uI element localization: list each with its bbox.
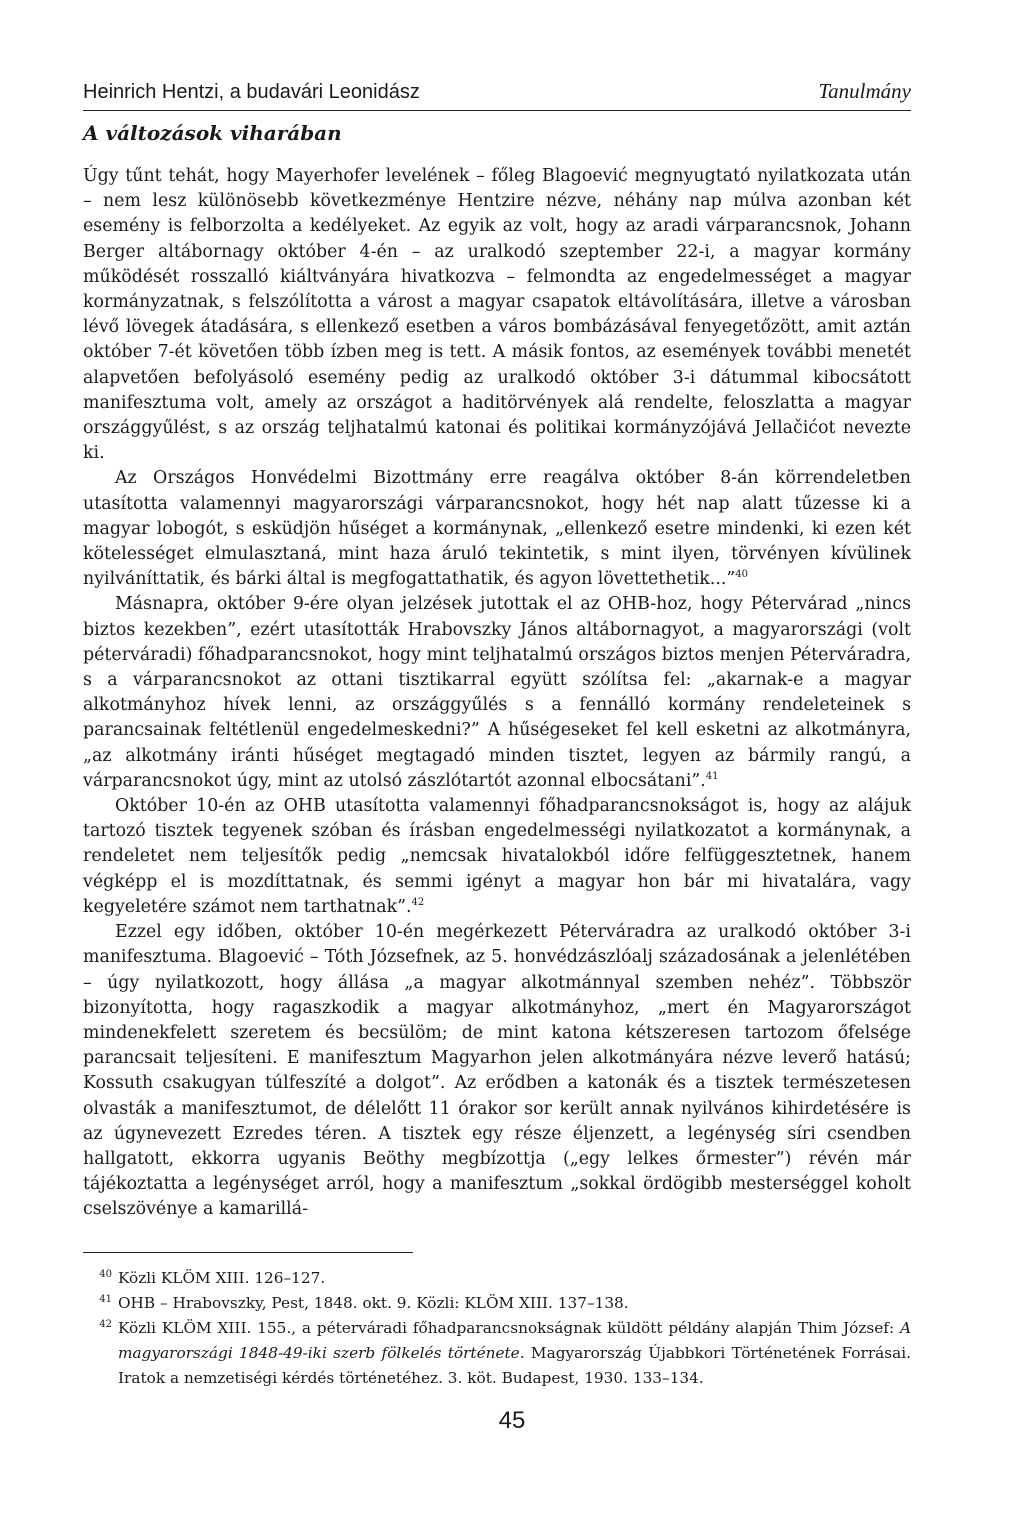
footnote bbox=[83, 1266, 911, 1291]
footnote-text: OHB – Hrabovszky, Pest, 1848. okt. 9. Közli: KLÖM XIII. 137–138. bbox=[118, 1294, 629, 1312]
paragraph: Úgy tűnt tehát, hogy Mayerhofer levelének – főleg Blagoević megnyugtató nyilatkozata után – nem lesz különösebb következménye Hentzire nézve, néhány nap múlva azonban két esemény is felborzolta a kedélyeket. Az egyik az volt, hogy az aradi várparancsnok, Johann Berger altábornagy október 4-én – az uralkodó szeptember 22-i, a magyar kormány működését rosszalló kiáltványára hivatkozva – felmondta az engedelmességet a magyar kormányzatnak, s felszólította a várost a magyar csapatok eltávolítására, illetve a városban lévő lövegek átadására, s ellenkező esetben a város bombázásával fenyegetőzött, amit aztán október 7-ét követően több ízben meg is tett. A másik fontos, az események további menetét alapvetően befolyásoló esemény pedig az uralkodó október 3-i dátummal kibocsátott manifesztuma volt, amely az országot a haditörvények alá rendelte, feloszlatta a magyar országgyűlést, s az ország teljhatalmú katonai és politikai kormányzójává Jellačićot nevezte ki. bbox=[83, 166, 911, 464]
footnote-number: 40 bbox=[99, 1268, 112, 1280]
paragraph: Az Országos Honvédelmi Bizottmány erre reagálva október 8-án körrendeletben utasította valamennyi magyarországi várparancsnokot, hogy hét nap alatt tűzesse ki a magyar lobogót, s esküdjön hűséget a kormánynak, „ellenkező esetre mindenki, ki ezen két kötelességet elmulasztaná, mint haza áruló tekintetik, s mint ilyen, törvényen kívülinek nyilváníttatik, és bárki által is megfogattathatik, és agyon lövettethetik...”$^{40}$ bbox=[83, 468, 911, 590]
running-head-section: Tanulmány bbox=[818, 79, 911, 103]
paragraph: Másnapra, október 9-ére olyan jelzések jutottak el az OHB-hoz, hogy Pétervárad „nincs biztos kezekben”, ezért utasították Hrabovszky János altábornagyot, a magyarországi (volt péterváradi) főhadparancsnokot, hogy mint teljhatalmú országos biztos menjen Péterváradra, s a várparancsnokot az ottani tisztikarral együtt szólítsa fel: „akarnak-e a magyar alkotmányhoz hívek lenni, az országgyűlés s a fennálló kormány rendeleteinek s parancsainak feltétlenül engedelmeskedni?” A hűségeseket fel kell esketni az alkotmányra, „az alkotmány iránti hűséget megtagadó minden tisztet, legyen az bármily rangú, a várparancsnokot úgy, mint az utolsó zászlótartót azonnal elbocsátani”.$^{41}$ bbox=[83, 594, 911, 791]
footnote-divider bbox=[83, 1252, 413, 1253]
section-heading: A változások viharában bbox=[83, 121, 342, 145]
footnote bbox=[83, 1316, 911, 1391]
footnote bbox=[83, 1291, 911, 1316]
footnote-ref: 41 bbox=[705, 771, 719, 783]
running-head-title: Heinrich Hentzi, a budavári Leonidász bbox=[83, 81, 420, 103]
body-text bbox=[83, 164, 911, 1223]
footnote-ref: 42 bbox=[411, 897, 425, 909]
footnote-ref: 40 bbox=[735, 569, 749, 581]
paragraph: Ezzel egy időben, október 10-én megérkezett Péterváradra az uralkodó október 3-i manifesztuma. Blagoević – Tóth Józsefnek, az 5. honvédzászlóalj századosának a jelenlétében – úgy nyilatkozott, hogy állása „a magyar alkotmánnyal szemben nehéz”. Többször bizonyította, hogy ragaszkodik a magyar alkotmányhoz, „mert én Magyarországot mindenekfelett szeretem és becsülöm; de mint katona kétszeresen tartozom őfelsége parancsait teljesíteni. E manifesztum Magyarhon jelen alkotmányára nézve leverő hatású; Kossuth csakugyan túlfeszíté a dolgot”. Az erődben a katonák és a tisztek természetesen olvasták a manifesztumot, de délelőtt 11 órakor sor került annak nyilvános kihirdetésére is az úgynevezett Ezredes téren. A tisztek egy része éljenzett, a legénység síri csendben hallgatott, ekkorra ugyanis Beöthy megbízottja („egy lelkes őrmester”) révén már tájékoztatta a legénységet arról, hogy a manifesztum „sokkal ördögibb mesterséggel koholt cselszövénye a kamarillá- bbox=[83, 922, 911, 1220]
footnotes bbox=[83, 1266, 911, 1391]
footnote-number: 42 bbox=[99, 1318, 112, 1330]
footnote-text: Közli KLÖM XIII. 155., a péterváradi főhadparancsnokságnak küldött példány alapján Thim József: A magyarországi 1848-49-iki szerb fölkelés története. Magyarország Újabbkori Történetének Forrásai. Iratok a nemzetiségi kérdés történetéhez. 3. köt. Budapest, 1930. 133–134. bbox=[118, 1319, 911, 1387]
page-number: 45 bbox=[498, 1407, 526, 1434]
running-head bbox=[83, 79, 911, 111]
footnote-number: 41 bbox=[99, 1293, 112, 1305]
book-title: A magyarországi 1848-49-iki szerb fölkelés története bbox=[118, 1319, 911, 1362]
footnote-text: Közli KLÖM XIII. 126–127. bbox=[118, 1269, 326, 1287]
paragraph: Október 10-én az OHB utasította valamennyi főhadparancsnokságot is, hogy az alájuk tartozó tisztek tegyenek szóban és írásban engedelmességi nyilatkozatot a kormánynak, a rendeletet nem teljesítők pedig „nemcsak hivatalokból időre felfüggesztetnek, hanem végképp el is mozdíttatnak, és semmi igényt a magyar hon bár mi hivatalára, vagy kegyeletére számot nem tarthatnak”.$^{42}$ bbox=[83, 796, 911, 917]
